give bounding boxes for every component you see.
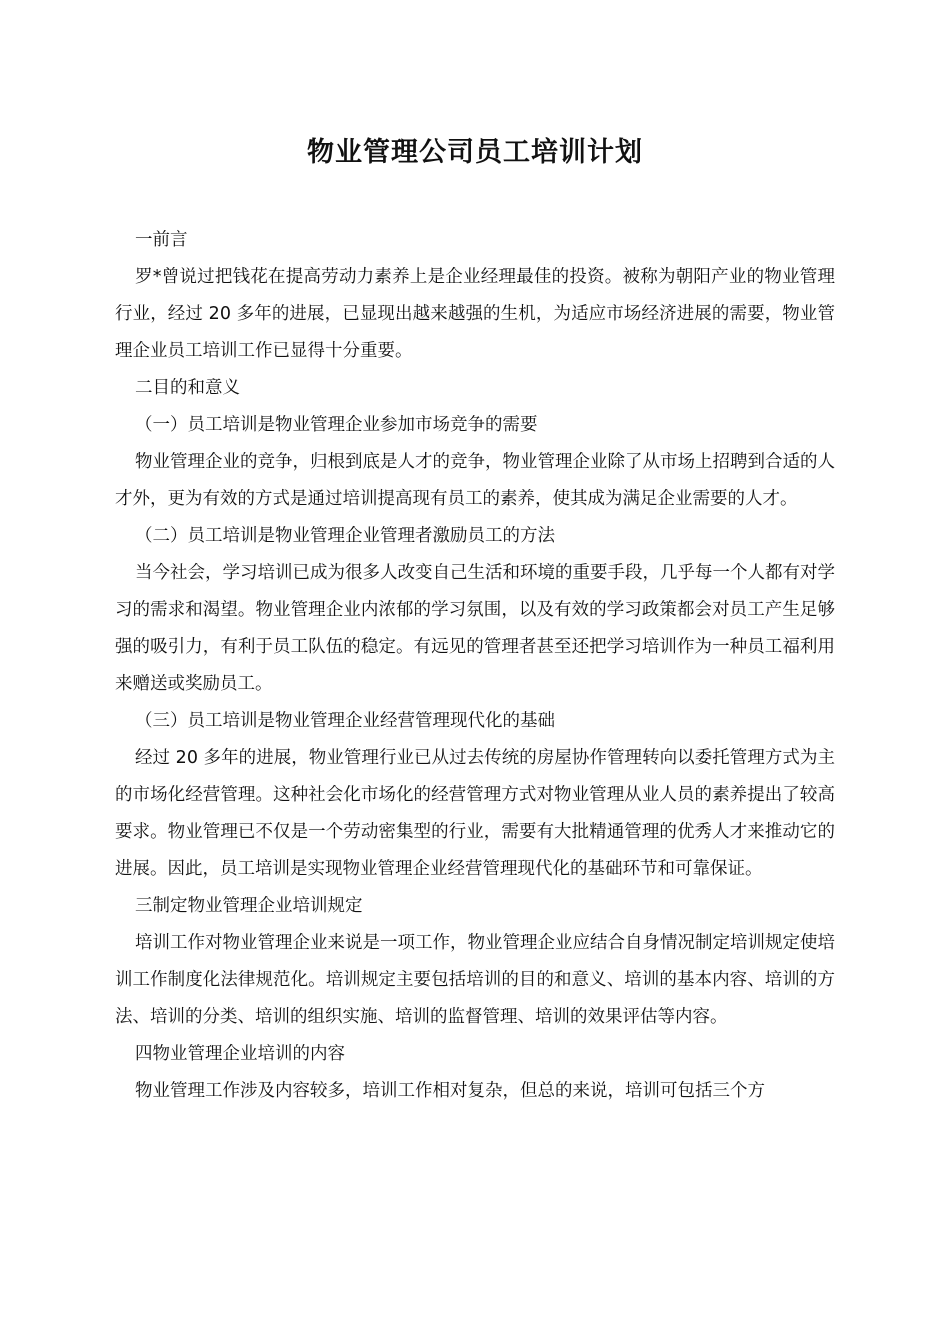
subheading-motivation: （二）员工培训是物业管理企业管理者激励员工的方法 — [135, 526, 555, 546]
paragraph-rules: 培训工作对物业管理企业来说是一项工作，物业管理企业应结合自身情况制定培训规定使培训工作制度化法律规范化。培训规定主要包括培训的目的和意义、培训的基本内容、培训的方法、培训的分类、培训的组织实施、培训的监督管理、培训的效果评估等内容。 — [115, 933, 835, 1027]
section-heading-rules: 三制定物业管理企业培训规定 — [135, 896, 363, 916]
section-heading-purpose: 二目的和意义 — [135, 378, 240, 398]
paragraph-content: 物业管理工作涉及内容较多，培训工作相对复杂，但总的来说，培训可包括三个方 — [135, 1081, 765, 1101]
paragraph-preface: 罗*曾说过把钱花在提高劳动力素养上是企业经理最佳的投资。被称为朝阳产业的物业管理行业，经过 20 多年的进展，已显现出越来越强的生机，为适应市场经济进展的需要，物业管理企业员工培训工作已显得十分重要。 — [115, 267, 835, 361]
paragraph-modernization: 经过 20 多年的进展，物业管理行业已从过去传统的房屋协作管理转向以委托管理方式为主的市场化经营管理。这种社会化市场化的经营管理方式对物业管理从业人员的素养提出了较高要求。物业管理已不仅是一个劳动密集型的行业，需要有大批精通管理的优秀人才来推动它的进展。因此，员工培训是实现物业管理企业经营管理现代化的基础环节和可靠保证。 — [115, 748, 835, 879]
subheading-modernization: （三）员工培训是物业管理企业经营管理现代化的基础 — [135, 711, 555, 731]
paragraph-motivation: 当今社会，学习培训已成为很多人改变自己生活和环境的重要手段，几乎每一个人都有对学习的需求和渴望。物业管理企业内浓郁的学习氛围，以及有效的学习政策都会对员工产生足够强的吸引力，有利于员工队伍的稳定。有远见的管理者甚至还把学习培训作为一种员工福利用来赠送或奖励员工。 — [115, 563, 835, 694]
section-heading-preface: 一前言 — [135, 230, 188, 250]
paragraph-competition: 物业管理企业的竞争，归根到底是人才的竞争，物业管理企业除了从市场上招聘到合适的人才外，更为有效的方式是通过培训提高现有员工的素养，使其成为满足企业需要的人才。 — [115, 452, 835, 509]
document-body — [115, 222, 835, 1110]
document-title: 物业管理公司员工培训计划 — [307, 137, 643, 168]
section-heading-content: 四物业管理企业培训的内容 — [135, 1044, 345, 1064]
subheading-competition: （一）员工培训是物业管理企业参加市场竞争的需要 — [135, 415, 538, 435]
